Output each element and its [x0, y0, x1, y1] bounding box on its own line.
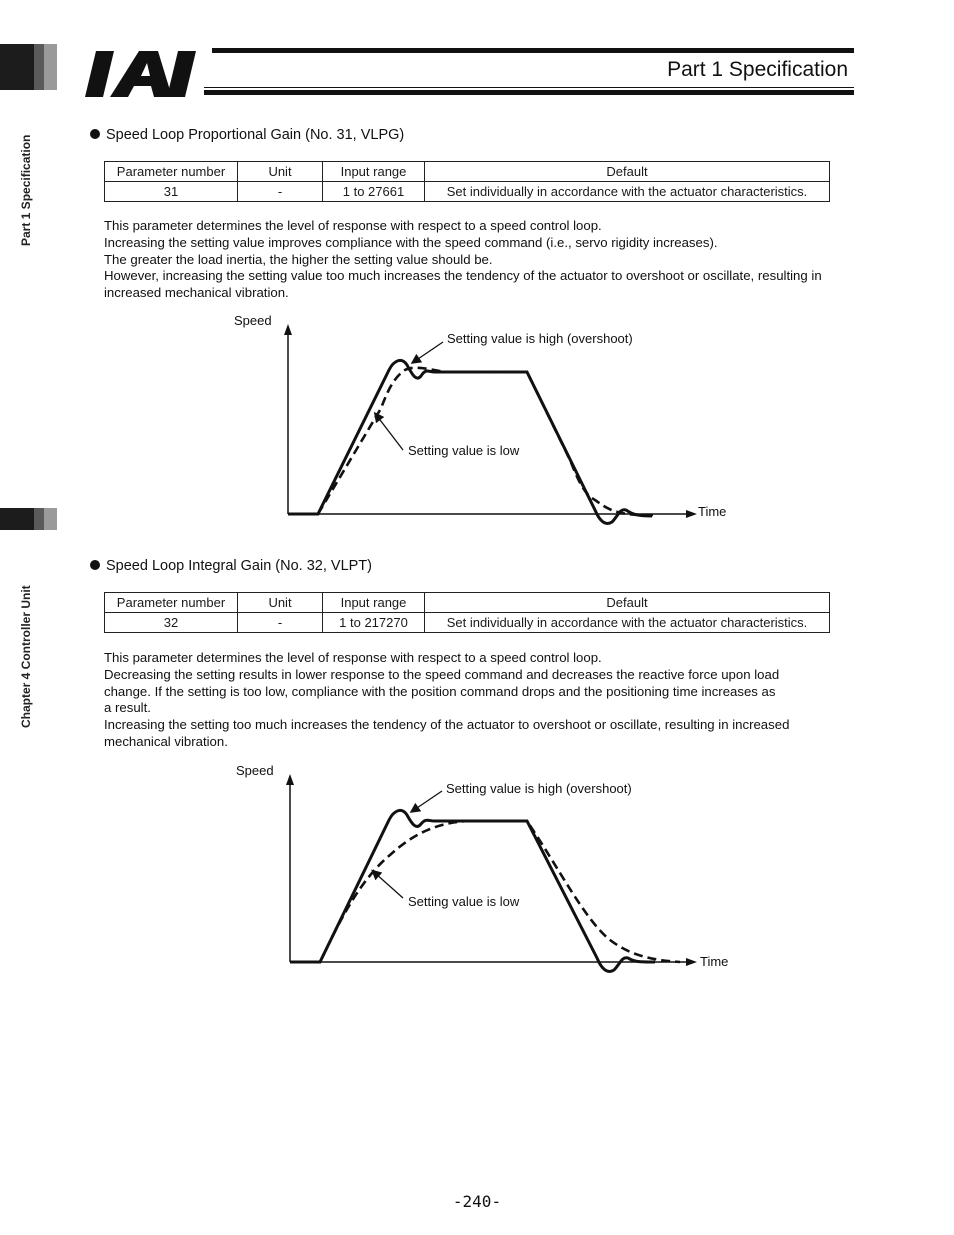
section-heading-text: Speed Loop Proportional Gain (No. 31, VLPG) — [106, 127, 405, 143]
header-rule-top — [212, 48, 854, 53]
table-cell: Set individually in accordance with the actuator characteristics. — [425, 182, 830, 202]
y-axis-arrow-icon — [284, 324, 292, 335]
paragraph-line: The greater the load inertia, the higher the setting value should be. — [104, 251, 493, 267]
x-axis-label: Time — [700, 954, 729, 969]
y-axis-arrow-icon — [286, 774, 294, 785]
table-cell: 32 — [105, 613, 238, 633]
table-header-cell: Default — [425, 162, 830, 182]
iai-logo — [84, 51, 202, 97]
parameter-table-vlpg — [104, 161, 830, 202]
paragraph-line: change. If the setting is too low, compliance with the position command drops and the positioning time increases as — [104, 683, 776, 699]
section-heading-vlpt — [90, 558, 372, 574]
annotation-arrow-high — [415, 342, 443, 361]
x-axis-arrow-icon — [686, 958, 697, 966]
response-curve-low — [320, 821, 680, 962]
annotation-label-low: Setting value is low — [408, 443, 520, 458]
annotation-label-high: Setting value is high (overshoot) — [446, 781, 632, 796]
page-title: Part 1 Specification — [667, 58, 848, 81]
description-vlpg — [104, 218, 874, 302]
description-vlpt — [104, 650, 874, 751]
table-header-cell: Default — [425, 593, 830, 613]
annotation-label-high: Setting value is high (overshoot) — [447, 331, 633, 346]
paragraph-line: Decreasing the setting results in lower response to the speed command and decreases the reactive force upon load — [104, 666, 780, 682]
response-curve-low — [318, 368, 655, 515]
paragraph-line: However, increasing the setting value too much increases the tendency of the actuator to overshoot or oscillate, resulting in — [104, 268, 822, 284]
parameter-table-vlpt — [104, 592, 830, 633]
table-cell: Set individually in accordance with the actuator characteristics. — [425, 613, 830, 633]
annotation-label-low: Setting value is low — [408, 894, 520, 909]
header-rule-bottom — [204, 90, 854, 95]
paragraph-line: Increasing the setting too much increases the tendency of the actuator to overshoot or oscillate, resulting in increased — [104, 717, 790, 733]
table-header-cell: Input range — [323, 162, 425, 182]
paragraph-line: This parameter determines the level of response with respect to a speed control loop. — [104, 218, 602, 233]
x-axis-arrow-icon — [686, 510, 697, 518]
table-header-cell: Parameter number — [105, 162, 238, 182]
paragraph-line: a result. — [104, 700, 151, 716]
paragraph-line: mechanical vibration. — [104, 733, 228, 749]
x-axis-label: Time — [698, 504, 727, 519]
page-number: -240- — [452, 1192, 502, 1211]
paragraph-line: This parameter determines the level of response with respect to a speed control loop. — [104, 650, 602, 665]
annotation-arrow-low — [375, 873, 403, 898]
section-heading-text: Speed Loop Integral Gain (No. 32, VLPT) — [106, 558, 372, 574]
y-axis-label: Speed — [234, 313, 272, 328]
section-heading-vlpg — [90, 127, 404, 143]
header-rule-thin — [204, 87, 854, 88]
annotation-arrow-high — [414, 791, 442, 810]
table-cell: 1 to 27661 — [323, 182, 425, 202]
paragraph-line: increased mechanical vibration. — [104, 285, 289, 301]
bullet-icon — [90, 560, 100, 570]
speed-response-graph-vlpt — [0, 760, 954, 982]
table-header-cell: Unit — [238, 162, 323, 182]
y-axis-label: Speed — [236, 763, 274, 778]
table-header-cell: Unit — [238, 593, 323, 613]
paragraph-line: Increasing the setting value improves compliance with the speed command (i.e., servo rigidity increases). — [104, 234, 718, 250]
response-curve-high — [290, 810, 655, 971]
bullet-icon — [90, 129, 100, 139]
table-cell: - — [238, 613, 323, 633]
table-header-cell: Input range — [323, 593, 425, 613]
annotation-arrow-low — [377, 416, 403, 450]
table-header-cell: Parameter number — [105, 593, 238, 613]
side-label-chapter4: Chapter 4 Controller Unit — [19, 585, 33, 728]
table-cell: 1 to 217270 — [323, 613, 425, 633]
side-label-part1: Part 1 Specification — [19, 134, 33, 246]
table-cell: - — [238, 182, 323, 202]
speed-response-graph-vlpg — [0, 310, 954, 532]
response-curve-high — [288, 360, 652, 523]
table-cell: 31 — [105, 182, 238, 202]
